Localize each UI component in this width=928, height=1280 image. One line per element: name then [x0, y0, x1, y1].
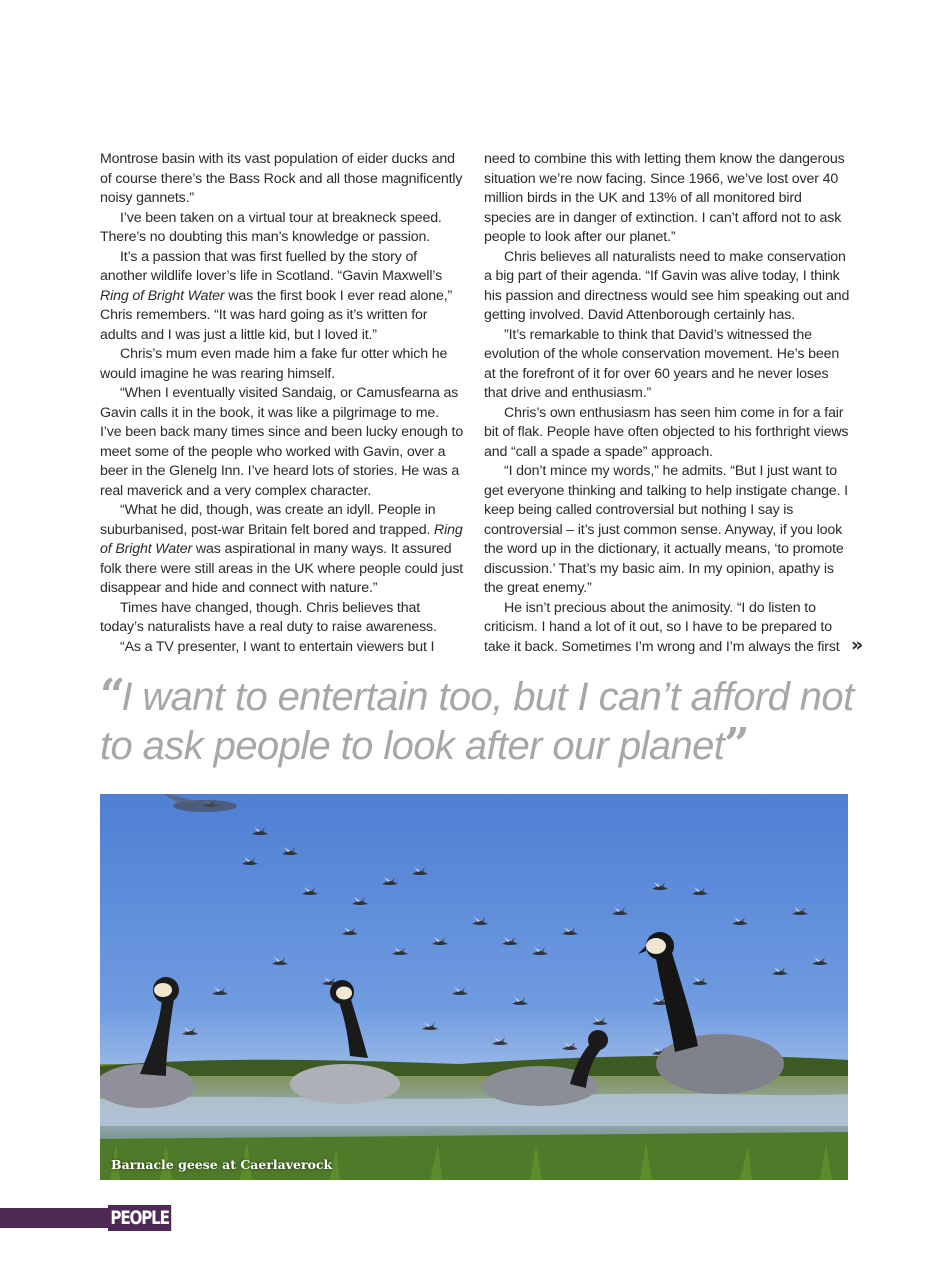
article-paragraph: Times have changed, though. Chris believes that today’s naturalists have a real duty to raise awareness.	[100, 599, 437, 635]
article-paragraph: need to combine this with letting them know the dangerous situation we’re now facing. Since 1966, we’ve lost over 40 million birds in the UK and 13% of all monitored bird species are in danger of extinction. I can’t afford not to ask people to look after our planet.”	[484, 151, 845, 245]
article-paragraph	[100, 501, 464, 599]
pull-quote	[100, 672, 860, 770]
article-paragraph: ”It’s remarkable to think that David’s witnessed the evolution of the whole conservation movement. He’s been at the forefront of it for over 60 years and he never loses that drive and enthusiasm.”	[484, 326, 840, 401]
continue-arrow-icon: »	[851, 634, 864, 656]
article-paragraph: “I don’t mince my words,” he admits. “But I just want to get everyone thinking and talking to help instigate change. I keep being called controversial but nothing I say is controversial – it’s just common sense. Anyway, if you look the word up in the dictionary, it actually means, ‘to promote discussion.’ That’s my basic aim. In my opinion, apathy is the great enemy.”	[484, 463, 848, 596]
article-paragraph: “As a TV presenter, I want to entertain viewers but I	[120, 638, 435, 655]
article-paragraph	[100, 248, 464, 346]
article-paragraph: Chris’s mum even made him a fake fur otter which he would imagine he was rearing himself.	[100, 346, 448, 382]
pull-quote-text: I want to entertain too, but I can’t afford not to ask people to look after our planet	[100, 675, 854, 768]
article-paragraph: Montrose basin with its vast population of eider ducks and of course there’s the Bass Rock and all those magnificently noisy gannets.”	[100, 151, 463, 206]
book-title: Ring of Bright Water	[100, 287, 225, 304]
paragraph-text: was aspirational in many ways. It assured folk there were still areas in the UK where people could just disappear and hide and connect with nature.”	[100, 541, 464, 596]
section-bar	[0, 1208, 108, 1228]
close-quote-mark: ”	[724, 719, 746, 770]
paragraph-text: “What he did, though, was create an idyll. People in suburbanised, post-war Britain felt bored and trapped.	[100, 502, 436, 538]
open-quote-mark: “	[100, 670, 122, 721]
paragraph-text: was the first book I ever read alone,” Chris remembers. “It was hard going as it’s written for adults and I was just a little kid, but I loved it.”	[100, 287, 453, 343]
article-paragraph: Chris’s own enthusiasm has seen him come in for a fair bit of flak. People have often objected to his forthright views and “call a spade a spade” approach.	[484, 404, 849, 460]
geese-photo	[100, 794, 848, 1180]
geese-photo-illustration	[100, 794, 848, 1180]
book-title: Ring of Bright Water	[100, 521, 463, 557]
section-label: PEOPLE	[108, 1205, 171, 1231]
article-paragraph: I’ve been taken on a virtual tour at breakneck speed. There’s no doubting this man’s knowledge or passion.	[100, 209, 442, 245]
photo-caption: Barnacle geese at Caerlaverock	[111, 1157, 333, 1172]
article-paragraph: “When I eventually visited Sandaig, or Camusfearna as Gavin calls it in the book, it was like a pilgrimage to me. I’ve been back many times since and been lucky enough to meet some of the people who worked with Gavin, over a beer in the Glenelg Inn. I’ve heard lots of stories. He was a real maverick and a very complex character.	[100, 385, 464, 499]
article-paragraph: Chris believes all naturalists need to make conservation a big part of their agenda. “If Gavin was alive today, I think his passion and directness would see him speaking out and getting involved. David Attenborough certainly has.	[484, 248, 850, 323]
article-column-left	[100, 150, 464, 657]
article-paragraph: He isn’t precious about the animosity. “I do listen to criticism. I hand a lot of it out, so I have to be prepared to take it back. Sometimes I’m wrong and I’m always the first	[484, 599, 840, 655]
article-column-right	[484, 150, 850, 657]
paragraph-text: It’s a passion that was first fuelled by the story of another wildlife lover’s life in Scotland. “Gavin Maxwell’s	[100, 248, 443, 284]
